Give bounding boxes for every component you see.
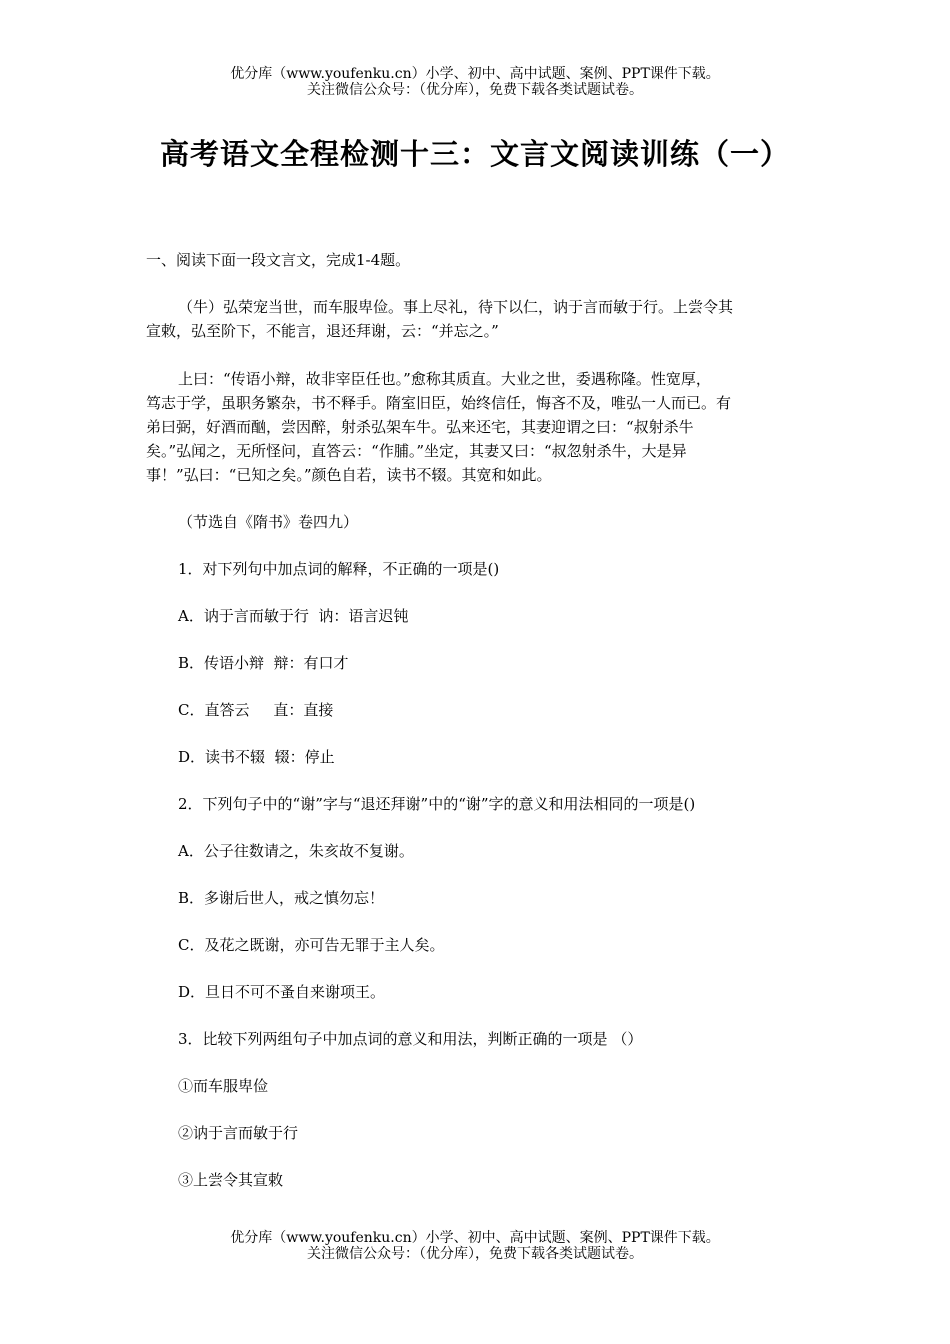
page-header [0,66,950,98]
page-footer [0,1230,950,1262]
q2-option-a: A．公子往数请之，朱亥故不复谢。 [178,842,414,860]
passage-p1-line1: （牛）弘荣宠当世，而车服卑俭。事上尽礼，待下以仁，讷于言而敏于行。上尝令其 [178,298,734,316]
q1-option-a: A．讷于言而敏于行 讷：语言迟钝 [178,607,409,625]
passage-p2-line3: 弟曰弼，好酒而酗，尝因醉，射杀弘架车牛。弘来还宅，其妻迎谓之曰：“叔射杀牛 [146,418,694,436]
document-title: 高考语文全程检测十三：文言文阅读训练（一） [159,137,790,171]
section-heading: 一、阅读下面一段文言文，完成1-4题。 [146,251,411,269]
q1-option-c: C．直答云 直：直接 [178,701,334,719]
header-line-2: 关注微信公众号：（优分库），免费下载各类试题试卷。 [307,82,643,98]
passage-p2-line5: 事！”弘曰：“已知之矣。”颜色自若，读书不辍。其宽和如此。 [146,466,552,484]
q1-stem: 1．对下列句中加点词的解释，不正确的一项是() [178,560,500,578]
passage-p2-line1: 上曰：“传语小辩，故非宰臣任也。”愈称其质直。大业之世，委遇称隆。性宽厚， [178,370,711,388]
q2-option-c: C．及花之既谢，亦可告无罪于主人矣。 [178,936,445,954]
q2-option-d: D．旦日不可不蚤自来谢项王。 [178,983,386,1001]
q3-item-3: ③上尝令其宣敕 [178,1171,284,1189]
passage-source: （节选自《隋书》卷四九） [178,513,359,531]
q3-stem: 3．比较下列两组句子中加点词的意义和用法，判断正确的一项是 （） [178,1030,643,1048]
q2-stem: 2．下列句子中的“谢”字与“退还拜谢”中的“谢”字的意义和用法相同的一项是() [178,795,696,813]
footer-line-1: 优分库（www.youfenku.cn）小学、初中、高中试题、案例、PPT课件下载。 [230,1230,720,1246]
passage-p2-line4: 矣。”弘闻之，无所怪问，直答云：“作脯。”坐定，其妻又曰：“叔忽射杀牛，大是异 [146,442,687,460]
q2-option-b: B．多谢后世人，戒之慎勿忘！ [178,889,385,907]
q3-item-1: ①而车服卑俭 [178,1077,269,1095]
footer-line-2: 关注微信公众号：（优分库），免费下载各类试题试卷。 [307,1246,643,1262]
q1-option-d: D．读书不辍 辍：停止 [178,748,335,766]
passage-p1-line2: 宣敕，弘至阶下，不能言，退还拜谢，云：“并忘之。” [146,322,499,340]
header-line-1: 优分库（www.youfenku.cn）小学、初中、高中试题、案例、PPT课件下载。 [230,66,720,82]
document-body [146,248,808,1192]
passage-p2-line2: 笃志于学，虽职务繁杂，书不释手。隋室旧臣，始终信任，悔吝不及，唯弘一人而已。有 [146,394,732,412]
q3-item-2: ②讷于言而敏于行 [178,1124,299,1142]
q1-option-b: B．传语小辩 辩：有口才 [178,654,349,672]
